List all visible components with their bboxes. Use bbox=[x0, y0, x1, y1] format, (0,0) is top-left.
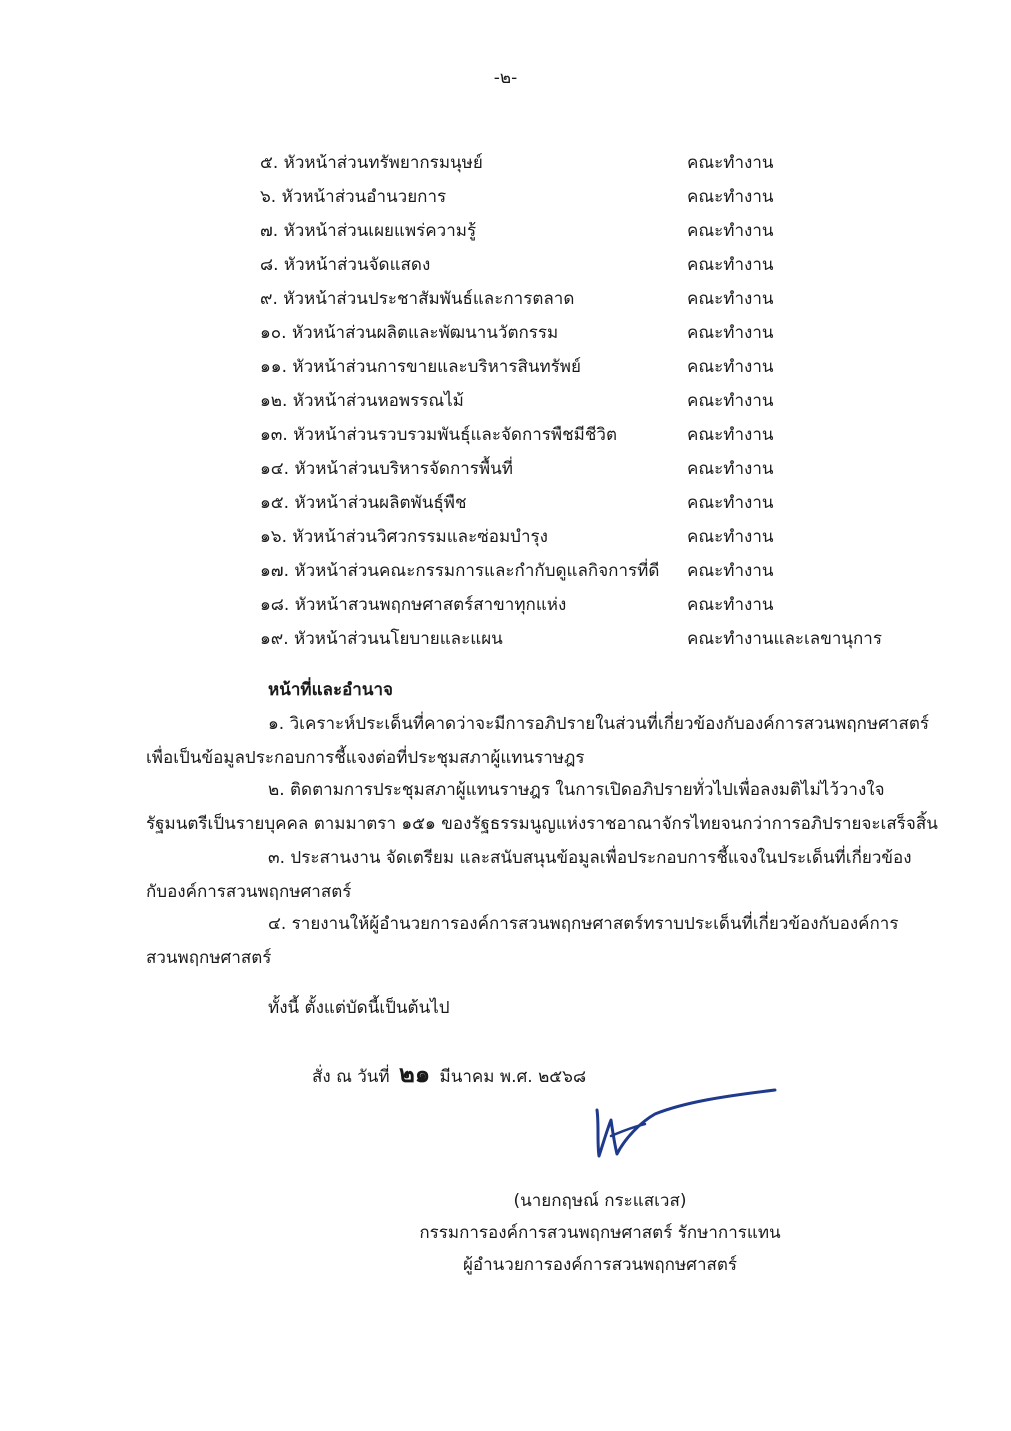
list-item bbox=[260, 250, 900, 284]
page-number: -๒- bbox=[493, 68, 518, 88]
closing-statement: ทั้งนี้ ตั้งแต่บัดนี้เป็นต้นไป bbox=[268, 998, 450, 1018]
member-role: คณะทำงาน bbox=[687, 187, 774, 207]
list-item bbox=[260, 216, 900, 250]
signature bbox=[585, 1080, 785, 1170]
member-role: คณะทำงาน bbox=[687, 153, 774, 173]
member-name: ๑๒. หัวหน้าส่วนหอพรรณไม้ bbox=[260, 391, 464, 411]
member-name: ๑๙. หัวหน้าส่วนนโยบายและแผน bbox=[260, 629, 503, 649]
order-date bbox=[312, 1054, 586, 1093]
member-role: คณะทำงาน bbox=[687, 221, 774, 241]
member-name: ๕. หัวหน้าส่วนทรัพยากรมนุษย์ bbox=[260, 153, 483, 173]
list-item bbox=[260, 590, 900, 624]
member-role: คณะทำงาน bbox=[687, 595, 774, 615]
member-role: คณะทำงาน bbox=[687, 425, 774, 445]
member-name: ๙. หัวหน้าส่วนประชาสัมพันธ์และการตลาด bbox=[260, 289, 575, 309]
member-name: ๑๗. หัวหน้าส่วนคณะกรรมการและกำกับดูแลกิจการที่ดี bbox=[260, 561, 660, 581]
member-name: ๑๖. หัวหน้าส่วนวิศวกรรมและซ่อมบำรุง bbox=[260, 527, 548, 547]
signer-block bbox=[400, 1186, 800, 1282]
member-role: คณะทำงานและเลขานุการ bbox=[687, 629, 882, 649]
order-date-month-year: มีนาคม พ.ศ. ๒๕๖๘ bbox=[439, 1067, 587, 1087]
duty-3-line-1: ๓. ประสานงาน จัดเตรียม และสนับสนุนข้อมูลเพื่อประกอบการชี้แจงในประเด็นที่เกี่ยวข้อง bbox=[268, 848, 912, 868]
member-list bbox=[260, 148, 900, 658]
signer-title-1: กรรมการองค์การสวนพฤกษศาสตร์ รักษาการแทน bbox=[419, 1223, 781, 1243]
member-role: คณะทำงาน bbox=[687, 357, 774, 377]
list-item bbox=[260, 420, 900, 454]
member-name: ๑๘. หัวหน้าสวนพฤกษศาสตร์สาขาทุกแห่ง bbox=[260, 595, 567, 615]
duty-4-line-1: ๔. รายงานให้ผู้อำนวยการองค์การสวนพฤกษศาสตร์ทราบประเด็นที่เกี่ยวข้องกับองค์การ bbox=[268, 914, 899, 934]
member-name: ๑๐. หัวหน้าส่วนผลิตและพัฒนานวัตกรรม bbox=[260, 323, 559, 343]
list-item bbox=[260, 182, 900, 216]
list-item bbox=[260, 386, 900, 420]
duty-1-line-2: เพื่อเป็นข้อมูลประกอบการชี้แจงต่อที่ประชุมสภาผู้แทนราษฎร bbox=[146, 748, 585, 768]
signer-title-2: ผู้อำนวยการองค์การสวนพฤกษศาสตร์ bbox=[462, 1255, 738, 1275]
signer-name: (นายกฤษณ์ กระแสเวส) bbox=[513, 1191, 687, 1211]
list-item bbox=[260, 284, 900, 318]
list-item bbox=[260, 454, 900, 488]
list-item bbox=[260, 148, 900, 182]
member-name: ๑๑. หัวหน้าส่วนการขายและบริหารสินทรัพย์ bbox=[260, 357, 581, 377]
member-role: คณะทำงาน bbox=[687, 527, 774, 547]
duty-4-line-2: สวนพฤกษศาสตร์ bbox=[146, 948, 272, 968]
member-role: คณะทำงาน bbox=[687, 391, 774, 411]
member-name: ๑๔. หัวหน้าส่วนบริหารจัดการพื้นที่ bbox=[260, 459, 513, 479]
member-name: ๘. หัวหน้าส่วนจัดแสดง bbox=[260, 255, 431, 275]
list-item bbox=[260, 352, 900, 386]
member-name: ๑๓. หัวหน้าส่วนรวบรวมพันธุ์และจัดการพืชมีชีวิต bbox=[260, 425, 617, 445]
duty-1-line-1: ๑. วิเคราะห์ประเด็นที่คาดว่าจะมีการอภิปรายในส่วนที่เกี่ยวข้องกับองค์การสวนพฤกษศาสตร์ bbox=[268, 714, 930, 734]
member-name: ๖. หัวหน้าส่วนอำนวยการ bbox=[260, 187, 447, 207]
duties-heading: หน้าที่และอำนาจ bbox=[268, 680, 393, 700]
list-item bbox=[260, 624, 900, 658]
list-item bbox=[260, 556, 900, 590]
member-role: คณะทำงาน bbox=[687, 493, 774, 513]
order-date-day: ๒๑ bbox=[399, 1060, 431, 1088]
order-date-prefix: สั่ง ณ วันที่ bbox=[312, 1067, 390, 1087]
member-role: คณะทำงาน bbox=[687, 459, 774, 479]
member-role: คณะทำงาน bbox=[687, 323, 774, 343]
list-item bbox=[260, 488, 900, 522]
list-item bbox=[260, 522, 900, 556]
member-name: ๗. หัวหน้าส่วนเผยแพร่ความรู้ bbox=[260, 221, 477, 241]
member-role: คณะทำงาน bbox=[687, 289, 774, 309]
duty-2-line-1: ๒. ติดตามการประชุมสภาผู้แทนราษฎร ในการเปิดอภิปรายทั่วไปเพื่อลงมติไม่ไว้วางใจ bbox=[268, 780, 885, 800]
member-role: คณะทำงาน bbox=[687, 561, 774, 581]
member-name: ๑๕. หัวหน้าส่วนผลิตพันธุ์พืช bbox=[260, 493, 467, 513]
member-role: คณะทำงาน bbox=[687, 255, 774, 275]
list-item bbox=[260, 318, 900, 352]
duty-3-line-2: กับองค์การสวนพฤกษศาสตร์ bbox=[146, 882, 352, 902]
duty-2-line-2: รัฐมนตรีเป็นรายบุคคล ตามมาตรา ๑๕๑ ของรัฐธรรมนูญแห่งราชอาณาจักรไทยจนกว่าการอภิปรายจะเสร็จสิ้น bbox=[146, 814, 938, 834]
